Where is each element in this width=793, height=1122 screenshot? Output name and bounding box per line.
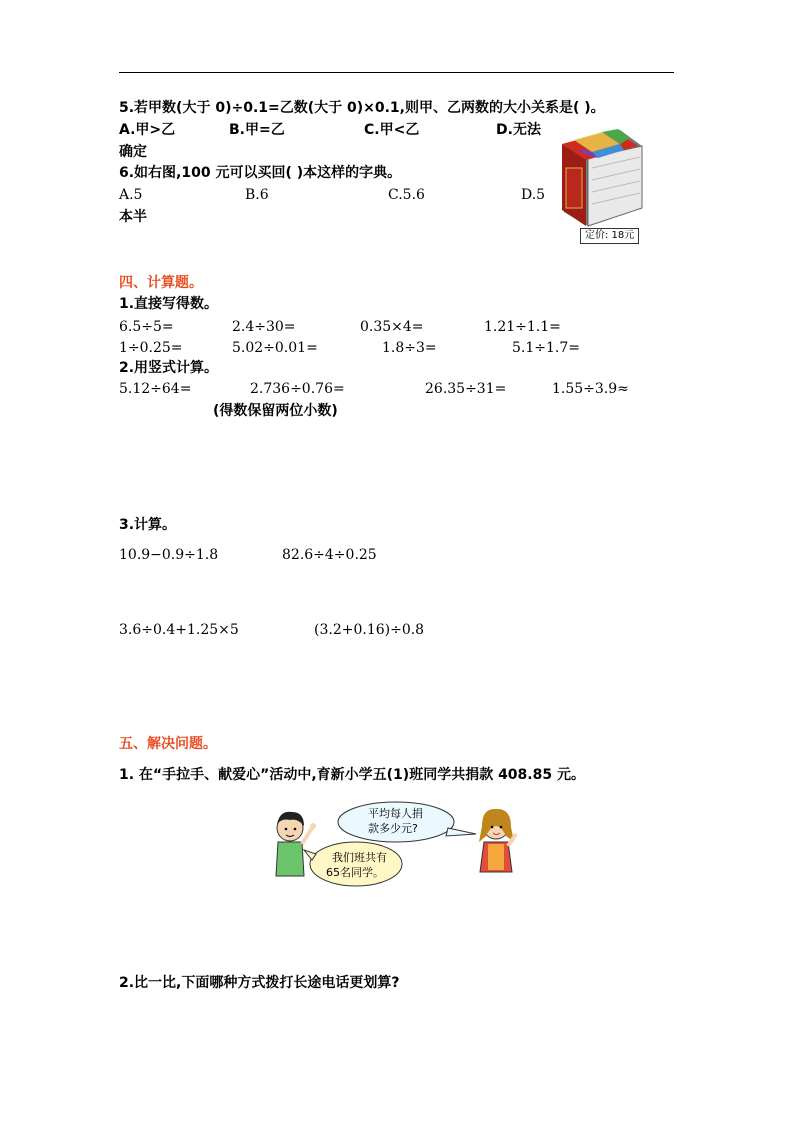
header-rule — [119, 72, 674, 73]
q6-stem: 6.如右图,100 元可以买回( )本这样的字典。 — [119, 165, 402, 181]
p3-item: 3.6÷0.4+1.25×5 — [119, 622, 239, 638]
p3-item: (3.2+0.16)÷0.8 — [314, 622, 425, 638]
q5-option-b: B.甲=乙 — [229, 122, 285, 138]
bubble-girl-line: 款多少元? — [368, 822, 418, 835]
q5-option-d-continued: 确定 — [119, 144, 147, 160]
section5-heading: 五、解决问题。 — [119, 736, 217, 752]
q5-option-a: A.甲>乙 — [119, 122, 176, 138]
p3-item: 10.9−0.9÷1.8 — [119, 547, 219, 563]
p1-r2-item: 5.1÷1.7= — [512, 340, 580, 356]
q6-option-d: D.5 — [521, 187, 546, 203]
q5-stem: 5.若甲数(大于 0)÷0.1=乙数(大于 0)×0.1,则甲、乙两数的大小关系是( )。 — [119, 100, 605, 116]
cartoon-scene — [268, 800, 528, 900]
q6-option-a: A.5 — [119, 187, 143, 203]
p2-note: (得数保留两位小数) — [213, 403, 338, 419]
p3-title: 3.计算。 — [119, 517, 177, 533]
p1-r2-item: 5.02÷0.01= — [232, 340, 318, 356]
bubble-boy-line: 我们班共有 — [332, 851, 387, 864]
p1-r1-item: 1.21÷1.1= — [484, 319, 561, 335]
p2-title: 2.用竖式计算。 — [119, 360, 219, 376]
s5-q2: 2.比一比,下面哪种方式拨打长途电话更划算? — [119, 975, 400, 991]
p2-item: 26.35÷31= — [425, 381, 507, 397]
p1-r1-item: 0.35×4= — [360, 319, 424, 335]
p2-item: 2.736÷0.76= — [250, 381, 345, 397]
p1-title: 1.直接写得数。 — [119, 296, 219, 312]
p3-item: 82.6÷4÷0.25 — [282, 547, 377, 563]
q5-option-c: C.甲<乙 — [364, 122, 420, 138]
q6-option-b: B.6 — [245, 187, 269, 203]
bubble-boy-line: 65名同学。 — [326, 866, 384, 879]
p1-r2-item: 1÷0.25= — [119, 340, 183, 356]
p1-r1-item: 2.4÷30= — [232, 319, 296, 335]
q6-option-c: C.5.6 — [388, 187, 425, 203]
section4-heading: 四、计算题。 — [119, 275, 203, 291]
q5-option-d: D.无法 — [496, 122, 541, 138]
p1-r1-item: 6.5÷5= — [119, 319, 174, 335]
price-tag: 定价: 18元 — [580, 228, 639, 244]
s5-q1: 1. 在“手拉手、献爱心”活动中,育新小学五(1)班同学共捐款 408.85 元。 — [119, 767, 585, 783]
p1-r2-item: 1.8÷3= — [382, 340, 437, 356]
q6-option-d-continued: 本半 — [119, 209, 147, 225]
bubble-girl-line: 平均每人捐 — [368, 807, 423, 820]
p2-item: 1.55÷3.9≈ — [552, 381, 629, 397]
dictionary-illustration — [558, 124, 648, 248]
p2-item: 5.12÷64= — [119, 381, 192, 397]
